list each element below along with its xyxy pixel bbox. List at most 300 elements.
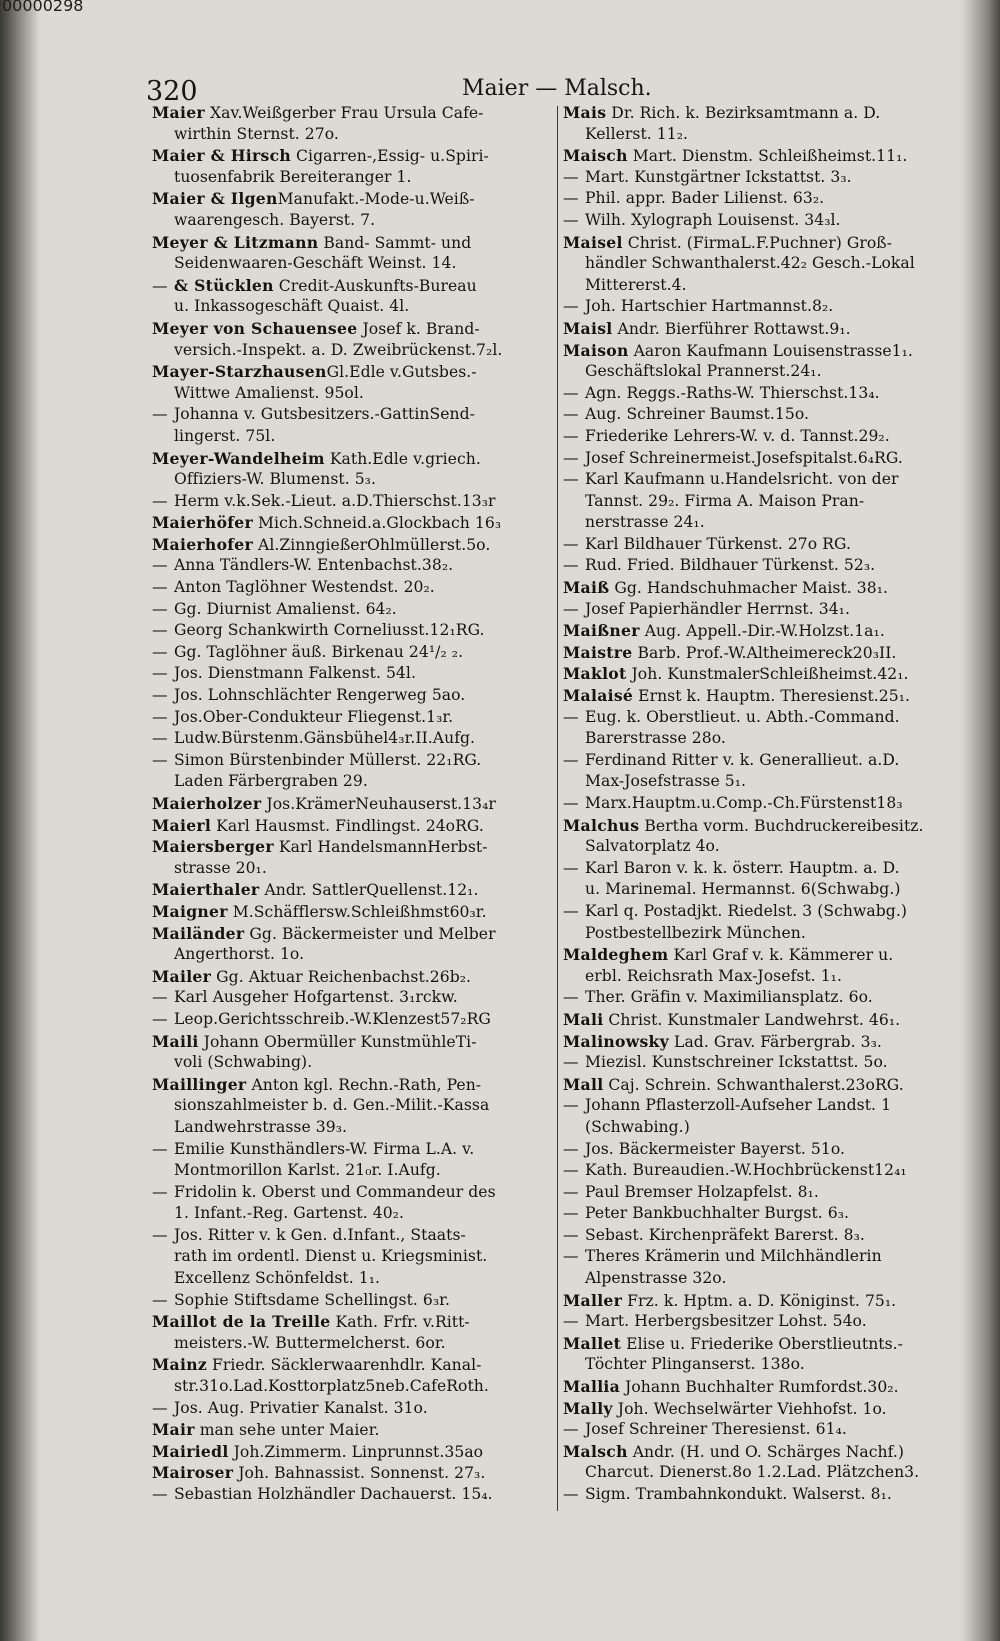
entry-surname: Maiß	[563, 578, 610, 598]
entry-text: Paul Bremser Holzapfelst. 8₁.	[585, 1182, 819, 1201]
ditto-dash: —	[152, 1009, 168, 1028]
entry-text: Kath. Bureaudien.-W.Hochbrückenst12₄₁	[585, 1161, 907, 1180]
entry-heading-line	[563, 685, 943, 707]
entry-continuation-line	[152, 124, 556, 146]
entry-text: Josef k. Brand-	[357, 319, 480, 338]
entry-heading-line	[152, 188, 556, 210]
entry-sub-line	[152, 404, 556, 426]
entry-text: erbl. Reichsrath Max-Josefst. 1₁.	[585, 966, 842, 985]
entry-text: u. Marinemal. Hermannst. 6(Schwabg.)	[585, 880, 901, 899]
ditto-dash: —	[563, 1161, 579, 1180]
entry-continuation-line	[152, 253, 556, 275]
ditto-dash: —	[563, 210, 579, 229]
entry-heading-line	[152, 1031, 556, 1053]
entry-surname: Maierthaler	[152, 880, 260, 900]
entry-surname: Mali	[563, 1009, 604, 1029]
entry-surname: Maistre	[563, 642, 633, 662]
entry-sub-line	[563, 1225, 943, 1247]
entry-heading-line	[152, 1354, 556, 1376]
ditto-dash: —	[152, 621, 168, 640]
entry-text: Ernst k. Hauptm. Theresienst.25₁.	[633, 687, 911, 706]
entry-heading-line	[152, 1462, 556, 1484]
entry-text: Alpenstrasse 32o.	[585, 1269, 727, 1288]
entry-heading-line	[563, 102, 943, 124]
entry-continuation-line	[563, 923, 943, 945]
entry-text: Andr. SattlerQuellenst.12₁.	[259, 881, 479, 900]
entry-surname: Maißner	[563, 621, 640, 641]
entry-sub-line	[563, 1419, 943, 1441]
entry-continuation-line	[563, 836, 943, 858]
entry-text: Frz. k. Hptm. a. D. Königinst. 75₁.	[622, 1291, 897, 1310]
entry-sub-line	[152, 1225, 556, 1247]
entry-heading-line	[563, 642, 943, 664]
entry-surname: Maierhöfer	[152, 513, 254, 533]
entry-surname: Maier	[152, 103, 205, 122]
entry-sub-line	[563, 1095, 943, 1117]
entry-surname: Malinowsky	[563, 1031, 670, 1051]
entry-surname: Maisel	[563, 232, 623, 252]
entry-continuation-line	[152, 383, 556, 405]
entry-text: Jos. Lohnschlächter Rengerweg 5ao.	[174, 686, 466, 705]
entry-heading-line	[152, 815, 556, 837]
ditto-dash: —	[152, 491, 168, 510]
entry-text: Anton kgl. Rechn.-Rath, Pen-	[246, 1075, 482, 1094]
entry-text: Joh. Wechselwärter Viehhofst. 1o.	[612, 1399, 887, 1418]
entry-heading-line	[563, 1074, 943, 1096]
entry-text: Seidenwaaren-Geschäft Weinst. 14.	[174, 254, 457, 273]
entry-continuation-line	[563, 966, 943, 988]
ditto-dash: —	[152, 556, 168, 575]
ditto-dash: —	[563, 1053, 579, 1072]
entry-text: Joh.Zimmerm. Linprunnst.35ao	[228, 1442, 484, 1461]
entry-text: tuosenfabrik Bereiteranger 1.	[174, 167, 412, 186]
entry-continuation-line	[152, 1376, 556, 1398]
entry-sub-line	[152, 663, 556, 685]
entry-surname: Maillinger	[152, 1074, 247, 1094]
entry-sub-line	[152, 599, 556, 621]
entry-surname: Mair	[152, 1420, 195, 1440]
entry-surname: Meyer von Schauensee	[152, 318, 358, 338]
ditto-dash: —	[563, 988, 579, 1007]
entry-text: Georg Schankwirth Corneliusst.12₁RG.	[174, 621, 485, 640]
entry-text: Karl Hausmst. Findlingst. 24oRG.	[211, 816, 484, 835]
entry-continuation-line	[152, 1160, 556, 1182]
entry-text: Mart. Dienstm. Schleißheimst.11₁.	[627, 147, 908, 166]
ditto-dash: —	[152, 707, 168, 726]
entry-text: 1. Infant.-Reg. Gartenst. 40₂.	[174, 1204, 404, 1223]
entry-sub-line	[152, 1398, 556, 1420]
ditto-dash: —	[563, 1420, 579, 1439]
entry-continuation-line	[152, 944, 556, 966]
entry-text: Karl Bildhauer Türkenst. 27o RG.	[585, 534, 851, 553]
entry-text: Barb. Prof.-W.Altheimereck20₃II.	[632, 643, 897, 662]
entry-text: Miezisl. Kunstschreiner Ickstattst. 5o.	[585, 1053, 888, 1072]
ditto-dash: —	[152, 729, 168, 748]
page-number: 320	[146, 76, 198, 107]
entry-text: Mittererst.4.	[585, 275, 687, 294]
entry-sub-line	[563, 901, 943, 923]
ditto-dash: —	[152, 686, 168, 705]
entry-text: Elise u. Friederike Oberstlieutnts.-	[621, 1334, 903, 1353]
entry-surname: Mairoser	[152, 1463, 234, 1483]
entry-text: Salvatorplatz 4o.	[585, 837, 720, 856]
entry-sub-line	[152, 555, 556, 577]
entry-continuation-line	[563, 771, 943, 793]
entry-sub-line	[563, 534, 943, 556]
entry-heading-line	[563, 340, 943, 362]
ditto-dash: —	[563, 167, 579, 186]
entry-sub-line	[563, 426, 943, 448]
entry-text: Kath. Frfr. v.Ritt-	[330, 1313, 470, 1332]
entry-sub-line	[152, 750, 556, 772]
entry-sub-line	[563, 469, 943, 491]
entry-continuation-line	[152, 771, 556, 793]
entry-surname: Mailer	[152, 966, 212, 986]
ditto-dash: —	[563, 534, 579, 553]
entry-heading-line	[152, 145, 556, 167]
entry-sub-line	[152, 1009, 556, 1031]
entry-text: Mich.Schneid.a.Glockbach 16₃	[253, 514, 502, 533]
entry-text: Mart. Herbergsbesitzer Lohst. 54o.	[585, 1312, 867, 1331]
entry-continuation-line	[152, 1203, 556, 1225]
entry-text: Friedr. Säcklerwaarenhdlr. Kanal-	[206, 1356, 482, 1375]
entry-surname: Maigner	[152, 901, 228, 921]
entry-sub-line	[152, 1484, 556, 1506]
ditto-dash: —	[563, 599, 579, 618]
entry-sub-line	[152, 620, 556, 642]
entry-continuation-line	[563, 124, 943, 146]
ditto-dash: —	[563, 470, 579, 489]
entry-text: Aaron Kaufmann Louisenstrasse1₁.	[628, 341, 913, 360]
ditto-dash: —	[563, 448, 579, 467]
entry-surname: Maiersberger	[152, 837, 274, 857]
entry-sub-line	[152, 685, 556, 707]
entry-surname: Mall	[563, 1074, 604, 1094]
entry-continuation-line	[563, 512, 943, 534]
entry-continuation-line	[152, 469, 556, 491]
entry-text: Joh. Hartschier Hartmannst.8₂.	[585, 297, 834, 316]
entry-heading-line	[563, 1031, 943, 1053]
entry-text: Johann Obermüller KunstmühleTi-	[198, 1032, 477, 1051]
entry-text: Geschäftslokal Prannerst.24₁.	[585, 362, 822, 381]
entry-heading-line	[152, 361, 556, 383]
entry-text: Mart. Kunstgärtner Ickstattst. 3₃.	[585, 167, 852, 186]
entry-text: Karl Graf v. k. Kämmerer u.	[668, 946, 894, 965]
entry-text: Fridolin k. Oberst und Commandeur des	[174, 1182, 496, 1201]
entry-text: u. Inkassogeschäft Quaist. 4l.	[174, 297, 410, 316]
entry-text: Jos.Ober-Condukteur Fliegenst.1₃r.	[174, 707, 454, 726]
entry-surname: Maillot de la Treille	[152, 1312, 331, 1332]
entry-heading-line	[563, 1441, 943, 1463]
ditto-dash: —	[563, 1096, 579, 1115]
entry-surname: Malchus	[563, 815, 640, 835]
entry-sub-line	[563, 167, 943, 189]
entry-text: händler Schwanthalerst.42₂ Gesch.-Lokal	[585, 254, 915, 273]
entry-text: Band- Sammt- und	[318, 233, 472, 252]
ditto-dash: —	[152, 664, 168, 683]
ditto-dash: —	[563, 1204, 579, 1223]
ditto-dash: —	[563, 750, 579, 769]
entry-text: Kath.Edle v.griech.	[324, 449, 481, 468]
entry-continuation-line	[563, 361, 943, 383]
entry-text: Joh. Bahnassist. Sonnenst. 27₃.	[233, 1464, 486, 1483]
entry-surname: Maisch	[563, 146, 628, 166]
entry-text: Christ. Kunstmaler Landwehrst. 46₁.	[603, 1010, 901, 1029]
entry-text: Aug. Schreiner Baumst.15o.	[585, 405, 810, 424]
entry-text: versich.-Inspekt. a. D. Zweibrückenst.7₂l.	[174, 340, 503, 359]
entry-heading-line	[152, 1311, 556, 1333]
entry-text: Anna Tändlers-W. Entenbachst.38₂.	[174, 556, 454, 575]
entry-text: Anton Taglöhner Westendst. 20₂.	[174, 578, 435, 597]
entry-heading-line	[563, 663, 943, 685]
entry-text: Karl Baron v. k. k. österr. Hauptm. a. D.	[585, 858, 900, 877]
entry-surname: Maller	[563, 1290, 623, 1310]
entry-sub-line	[152, 987, 556, 1009]
entry-sub-line	[563, 1203, 943, 1225]
entry-text: Josef Schreinermeist.Josefspitalst.6₄RG.	[585, 448, 903, 467]
entry-sub-line	[152, 1182, 556, 1204]
entry-text: Jos. Ritter v. k Gen. d.Infant., Staats-	[174, 1225, 466, 1244]
entry-text: Cigarren-,Essig- u.Spiri-	[291, 147, 489, 166]
entry-text: Gg. Diurnist Amalienst. 64₂.	[174, 599, 397, 618]
entry-continuation-line	[563, 1354, 943, 1376]
entry-text: Karl q. Postadjkt. Riedelst. 3 (Schwabg.)	[585, 901, 907, 920]
entry-sub-line	[563, 793, 943, 815]
ditto-dash: —	[152, 642, 168, 661]
entry-heading-line	[563, 815, 943, 837]
entry-text: Johann Pflasterzoll-Aufseher Landst. 1	[585, 1096, 892, 1115]
entry-surname: Maili	[152, 1031, 199, 1051]
entry-surname: Mallia	[563, 1377, 621, 1397]
entry-text: Agn. Reggs.-Raths-W. Thierschst.13₄.	[585, 383, 880, 402]
entry-continuation-line	[563, 491, 943, 513]
entry-heading-line	[152, 512, 556, 534]
entry-text: Excellenz Schönfeldst. 1₁.	[174, 1269, 381, 1288]
column-divider	[557, 106, 558, 1511]
ditto-dash: —	[563, 297, 579, 316]
entry-continuation-line	[563, 879, 943, 901]
entry-text: Peter Bankbuchhalter Burgst. 6₃.	[585, 1204, 850, 1223]
entry-text: Eug. k. Oberstlieut. u. Abth.-Command.	[585, 707, 900, 726]
entry-text: Offiziers-W. Blumenst. 5₃.	[174, 470, 376, 489]
running-head: Maier — Malsch.	[462, 76, 652, 101]
entry-continuation-line	[152, 1117, 556, 1139]
entry-continuation-line	[152, 858, 556, 880]
entry-heading-line	[563, 145, 943, 167]
entry-text: Landwehrstrasse 39₃.	[174, 1117, 348, 1136]
entry-text: Caj. Schrein. Schwanthalerst.23oRG.	[603, 1075, 904, 1094]
entry-sub-line	[563, 1160, 943, 1182]
entry-text: Josef Papierhändler Herrnst. 34₁.	[585, 599, 850, 618]
entry-text: nerstrasse 24₁.	[585, 513, 705, 532]
page-right-shadow	[960, 0, 1000, 1641]
entry-continuation-line	[152, 1246, 556, 1268]
entry-text: wirthin Sternst. 27o.	[174, 124, 339, 143]
ditto-dash: —	[563, 858, 579, 877]
entry-heading-line	[152, 102, 556, 124]
entry-heading-line	[152, 923, 556, 945]
entry-sub-line	[563, 1052, 943, 1074]
entry-continuation-line	[152, 1095, 556, 1117]
entry-surname: Maierhofer	[152, 534, 254, 554]
ditto-dash: —	[563, 189, 579, 208]
entry-continuation-line	[563, 728, 943, 750]
entry-heading-line	[152, 534, 556, 556]
entry-continuation-line	[563, 253, 943, 275]
entry-text: Bertha vorm. Buchdruckereibesitz.	[639, 816, 924, 835]
entry-continuation-line	[152, 1333, 556, 1355]
entry-text: Johanna v. Gutsbesitzers.-GattinSend-	[174, 405, 475, 424]
entry-text: Friederike Lehrers-W. v. d. Tannst.29₂.	[585, 426, 890, 445]
page-left-shadow	[0, 0, 40, 1641]
entry-surname: Maier & Ilgen	[152, 189, 278, 209]
ditto-dash: —	[152, 276, 168, 295]
entry-sub-line	[152, 1290, 556, 1312]
entry-heading-line	[152, 232, 556, 254]
entry-text: Andr. (H. und O. Schärges Nachf.)	[627, 1442, 905, 1461]
entry-text: rath im ordentl. Dienst u. Kriegsminist.	[174, 1247, 488, 1266]
entry-sub-line	[152, 728, 556, 750]
ditto-dash: —	[563, 1225, 579, 1244]
entry-text: Jos.KrämerNeuhauserst.13₄r	[261, 795, 496, 813]
entry-surname: Mailänder	[152, 923, 245, 943]
entry-sub-line	[563, 448, 943, 470]
entry-text: Christ. (FirmaL.F.Puchner) Groß-	[622, 233, 893, 252]
entry-text: Charcut. Dienerst.8o 1.2.Lad. Plätzchen3.	[585, 1463, 920, 1482]
entry-heading-line	[152, 1419, 556, 1441]
ditto-dash: —	[563, 1312, 579, 1331]
entry-text: Andr. Bierführer Rottawst.9₁.	[612, 319, 851, 338]
entry-sub-line	[563, 404, 943, 426]
entry-text: Barerstrasse 28o.	[585, 729, 726, 748]
entry-surname: Maklot	[563, 664, 627, 684]
entry-text: Al.ZinngießerOhlmüllerst.5o.	[253, 535, 491, 554]
entry-sub-line	[563, 858, 943, 880]
entry-text: (Schwabing.)	[585, 1117, 690, 1136]
entry-text: Rud. Fried. Bildhauer Türkenst. 52₃.	[585, 556, 876, 575]
entry-heading-line	[563, 944, 943, 966]
entry-continuation-line	[152, 340, 556, 362]
entry-continuation-line	[563, 1462, 943, 1484]
ditto-dash: —	[563, 1485, 579, 1503]
entry-surname: Meyer & Litzmann	[152, 232, 319, 252]
entry-text: Manufakt.-Mode-u.Weiß-	[277, 190, 475, 209]
entry-surname: Mallet	[563, 1333, 622, 1353]
entry-text: Jos. Aug. Privatier Kanalst. 31o.	[174, 1398, 428, 1417]
entry-text: Karl Ausgeher Hofgartenst. 3₁rckw.	[174, 988, 458, 1007]
entry-text: meisters.-W. Buttermelcherst. 6or.	[174, 1333, 446, 1352]
entry-text: Karl Kaufmann u.Handelsricht. von der	[585, 470, 899, 489]
entry-text: lingerst. 75l.	[174, 426, 276, 445]
entry-heading-line	[152, 448, 556, 470]
entry-heading-line	[152, 793, 556, 815]
entry-continuation-line	[152, 1268, 556, 1290]
entry-text: Jos. Bäckermeister Bayerst. 51o.	[585, 1139, 846, 1158]
entry-surname: Mais	[563, 103, 607, 122]
entry-text: Dr. Rich. k. Bezirksamtmann a. D.	[606, 104, 881, 122]
ditto-dash: —	[563, 1182, 579, 1201]
entry-surname: & Stücklen	[174, 275, 274, 295]
ditto-dash: —	[563, 1247, 579, 1266]
entry-text: man sehe unter Maier.	[194, 1421, 380, 1440]
entry-continuation-line	[152, 210, 556, 232]
entry-text: Laden Färbergraben 29.	[174, 772, 368, 791]
ditto-dash: —	[152, 405, 168, 424]
entry-text: Ferdinand Ritter v. k. Generallieut. a.D.	[585, 750, 900, 769]
entry-heading-line	[563, 232, 943, 254]
entry-text: Gl.Edle v.Gutsbes.-	[326, 363, 477, 382]
ditto-dash: —	[152, 750, 168, 769]
entry-heading-line	[152, 1074, 556, 1096]
entry-text: Kellerst. 11₂.	[585, 124, 689, 143]
ditto-dash: —	[152, 1182, 168, 1201]
entry-sub-line	[563, 1246, 943, 1268]
entry-text: Wilh. Xylograph Louisenst. 34₃l.	[585, 210, 841, 229]
entry-text: Leop.Gerichtsschreib.-W.Klenzest57₂RG	[174, 1009, 491, 1028]
entry-text: Theres Krämerin und Milchhändlerin	[585, 1247, 882, 1266]
entry-text: Postbestellbezirk München.	[585, 923, 806, 942]
entry-sub-line	[152, 642, 556, 664]
ditto-dash: —	[563, 426, 579, 445]
entry-sub-line	[563, 750, 943, 772]
entry-surname: Maison	[563, 340, 629, 360]
entry-sub-line	[563, 188, 943, 210]
entry-sub-line	[563, 383, 943, 405]
entry-heading-line	[563, 620, 943, 642]
entry-text: Xav.Weißgerber Frau Ursula Cafe-	[204, 104, 484, 122]
entry-surname: Mainz	[152, 1355, 207, 1375]
entry-surname: Maierholzer	[152, 794, 262, 813]
entry-sub-line	[563, 599, 943, 621]
entry-sub-line	[563, 1139, 943, 1161]
left-column	[152, 102, 556, 1506]
entry-text: Simon Bürstenbinder Müllerst. 22₁RG.	[174, 750, 482, 769]
ditto-dash: —	[563, 405, 579, 424]
ditto-dash: —	[563, 556, 579, 575]
entry-sub-line	[563, 1311, 943, 1333]
entry-text: Ludw.Bürstenm.Gänsbühel4₃r.II.Aufg.	[174, 729, 476, 748]
entry-heading-line	[563, 1009, 943, 1031]
entry-text: Herm v.k.Sek.-Lieut. a.D.Thierschst.13₃r	[174, 491, 496, 510]
entry-heading-line	[152, 901, 556, 923]
entry-text: Ther. Gräfin v. Maximiliansplatz. 6o.	[585, 988, 873, 1007]
ditto-dash: —	[152, 988, 168, 1007]
entry-continuation-line	[152, 1052, 556, 1074]
entry-text: strasse 20₁.	[174, 858, 267, 877]
entry-heading-line	[563, 577, 943, 599]
entry-text: waarengesch. Bayerst. 7.	[174, 210, 376, 229]
entry-surname: Mairiedl	[152, 1441, 229, 1461]
entry-surname: Meyer-Wandelheim	[152, 448, 325, 468]
ditto-dash: —	[563, 383, 579, 402]
entry-text: Sigm. Trambahnkondukt. Walserst. 8₁.	[585, 1485, 892, 1503]
ditto-dash: —	[152, 578, 168, 597]
entry-sub-line	[563, 1182, 943, 1204]
entry-heading-line	[152, 966, 556, 988]
entry-text: sionszahlmeister b. d. Gen.-Milit.-Kassa	[174, 1096, 490, 1115]
entry-text: Johann Buchhalter Rumfordst.30₂.	[620, 1378, 899, 1397]
entry-surname: Maierl	[152, 815, 212, 835]
entry-sub-line	[563, 707, 943, 729]
entry-text: Gg. Aktuar Reichenbachst.26b₂.	[211, 967, 472, 986]
entry-heading-line	[152, 1441, 556, 1463]
entry-text: Jos. Dienstmann Falkenst. 54l.	[174, 664, 416, 683]
entry-text: M.Schäfflersw.Schleißhmst60₃r.	[227, 902, 487, 921]
entry-sub-line	[563, 296, 943, 318]
entry-heading-line	[563, 1290, 943, 1312]
entry-text: Tannst. 29₂. Firma A. Maison Pran-	[585, 491, 865, 510]
entry-sub-line	[563, 1484, 943, 1506]
